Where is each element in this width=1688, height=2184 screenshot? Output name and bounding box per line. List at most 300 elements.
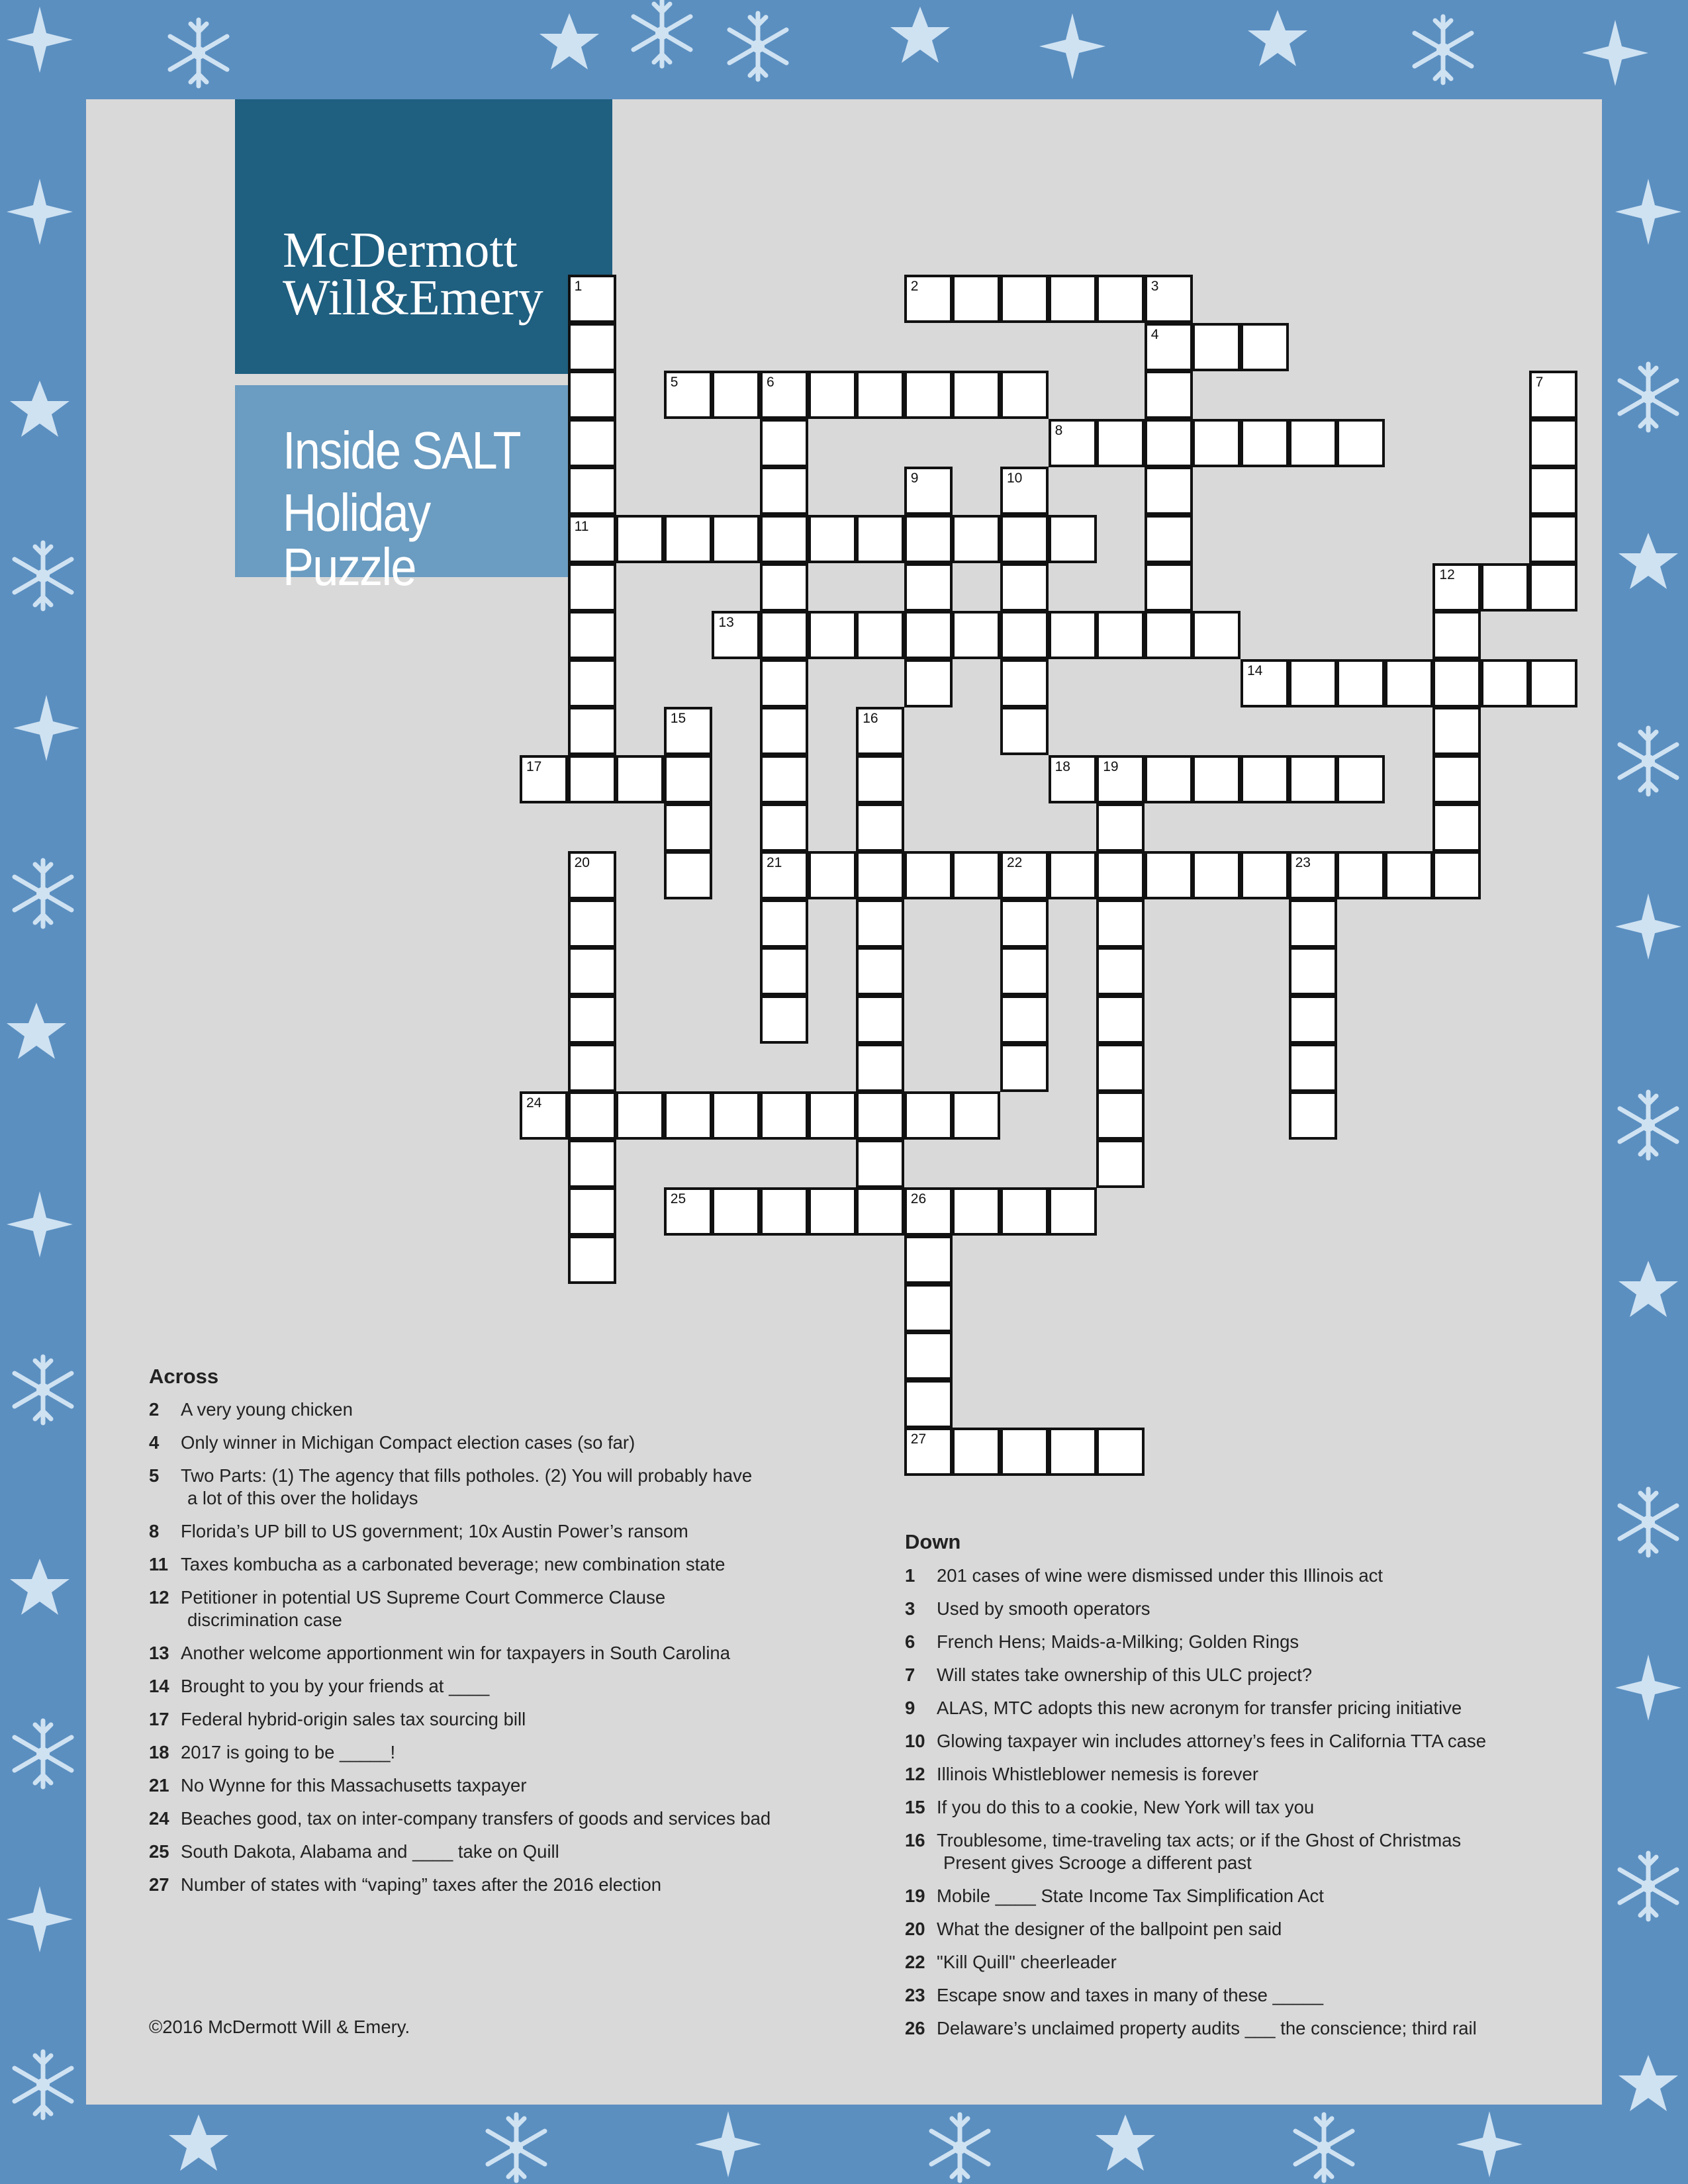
grid-cell[interactable] [1481,659,1529,707]
across-clue [149,1774,811,1797]
clue-number: 14 [149,1676,169,1696]
grid-cell[interactable] [568,1044,616,1092]
grid-cell[interactable] [568,515,616,563]
clue-text: 2017 is going to be _____! [181,1742,396,1762]
grid-cell[interactable] [1289,995,1337,1044]
clue-number: 18 [149,1742,169,1762]
clue-number: 27 [149,1874,169,1895]
clue-text: Beaches good, tax on inter-company transfers of goods and services bad [181,1808,771,1829]
grid-cell[interactable] [760,563,808,612]
grid-cell[interactable] [568,1140,616,1188]
grid-cell[interactable] [952,275,1000,323]
grid-cell[interactable] [760,899,808,948]
grid-cell[interactable] [904,515,953,563]
clue-text: French Hens; Maids-a-Milking; Golden Rings [937,1631,1299,1652]
grid-cell[interactable] [1096,1428,1145,1476]
clue-number: 26 [910,1191,927,1207]
grid-cell[interactable] [1000,1044,1049,1092]
grid-cell[interactable] [1096,995,1145,1044]
grid-cell[interactable] [904,1091,953,1140]
grid-cell[interactable] [856,707,904,755]
logo-line-2: Will&Emery [283,270,543,326]
grid-cell[interactable] [1000,467,1049,515]
clue-number: 11 [149,1554,169,1574]
grid-cell[interactable] [904,659,953,707]
grid-cell[interactable] [1049,275,1097,323]
grid-cell[interactable] [856,1187,904,1236]
grid-cell[interactable] [664,707,712,755]
grid-cell[interactable] [1096,1091,1145,1140]
grid-cell[interactable] [1049,1428,1097,1476]
clue-number: 1 [905,1565,915,1586]
grid-cell[interactable] [904,611,953,659]
grid-cell[interactable] [760,515,808,563]
clue-number: 13 [149,1643,169,1663]
grid-cell[interactable] [1145,563,1193,612]
grid-cell[interactable] [856,515,904,563]
clue-text: "Kill Quill" cheerleader [937,1952,1117,1972]
clue-text: No Wynne for this Massachusetts taxpayer [181,1775,527,1796]
clue-number: 10 [905,1731,925,1751]
grid-cell[interactable] [1432,851,1481,899]
clue-text: Glowing taxpayer win includes attorney’s fees in California TTA case [937,1731,1486,1751]
grid-cell[interactable] [1192,323,1241,371]
grid-cell[interactable] [1241,419,1289,467]
clue-number: 20 [905,1919,925,1939]
down-clue [905,1730,1567,1752]
clue-text: Only winner in Michigan Compact election cases (so far) [181,1432,635,1453]
grid-cell[interactable] [664,755,712,803]
clue-number: 19 [1103,759,1119,774]
down-clue [905,1697,1567,1719]
grid-cell[interactable] [952,1428,1000,1476]
clue-text: Florida’s UP bill to US government; 10x Austin Power’s ransom [181,1521,688,1541]
grid-cell[interactable] [568,755,616,803]
clue-number: 23 [1295,855,1311,871]
grid-cell[interactable] [664,515,712,563]
grid-cell[interactable] [1241,323,1289,371]
puzzle-panel [86,99,1602,2105]
grid-cell[interactable] [664,371,712,419]
clue-text-continued: a lot of this over the holidays [187,1488,418,1508]
grid-cell[interactable] [1192,851,1241,899]
grid-cell[interactable] [1049,611,1097,659]
grid-cell[interactable] [568,371,616,419]
grid-cell[interactable] [760,419,808,467]
clue-text-continued: discrimination case [187,1610,342,1630]
down-clue [905,1763,1567,1786]
clue-number: 5 [149,1465,160,1486]
across-clue [149,1586,811,1631]
across-clue [149,1675,811,1698]
grid-cell[interactable] [1289,755,1337,803]
across-clue [149,1841,811,1863]
clue-text: Delaware’s unclaimed property audits ___ the conscience; third rail [937,2018,1477,2038]
clue-number: 27 [910,1432,927,1447]
grid-cell[interactable] [1336,755,1385,803]
down-clue [905,1829,1567,1874]
clue-number: 4 [1150,326,1159,342]
grid-cell[interactable] [712,515,760,563]
grid-cell[interactable] [1096,611,1145,659]
grid-cell[interactable] [568,419,616,467]
grid-cell[interactable] [1000,1428,1049,1476]
clue-number: 8 [1055,422,1063,438]
grid-cell[interactable] [856,1091,904,1140]
grid-cell[interactable] [856,995,904,1044]
grid-cell[interactable] [1336,851,1385,899]
grid-cell[interactable] [952,1187,1000,1236]
grid-cell[interactable] [568,275,616,323]
grid-cell[interactable] [568,611,616,659]
clue-text: Another welcome apportionment win for taxpayers in South Carolina [181,1643,731,1663]
grid-cell[interactable] [664,1091,712,1140]
grid-cell[interactable] [808,1187,857,1236]
grid-cell[interactable] [1000,275,1049,323]
clue-number: 12 [149,1587,169,1608]
grid-cell[interactable] [1145,755,1193,803]
grid-cell[interactable] [568,1236,616,1284]
clue-text: Number of states with “vaping” taxes after the 2016 election [181,1874,662,1895]
grid-cell[interactable] [664,1187,712,1236]
clue-text: Troublesome, time-traveling tax acts; or if the Ghost of Christmas [937,1830,1462,1850]
grid-cell[interactable] [1096,947,1145,995]
grid-cell[interactable] [664,803,712,852]
clue-number: 26 [905,2018,925,2038]
grid-cell[interactable] [904,1236,953,1284]
grid-cell[interactable] [1289,947,1337,995]
grid-cell[interactable] [1000,707,1049,755]
clue-text: Federal hybrid-origin sales tax sourcing bill [181,1709,526,1729]
grid-cell[interactable] [616,1091,664,1140]
grid-cell[interactable] [856,371,904,419]
grid-cell[interactable] [904,1380,953,1428]
grid-cell[interactable] [712,611,760,659]
grid-cell[interactable] [1432,611,1481,659]
grid-cell[interactable] [520,1091,568,1140]
grid-cell[interactable] [856,947,904,995]
grid-cell[interactable] [1432,707,1481,755]
across-clue [149,1465,811,1510]
clue-number: 25 [670,1191,686,1207]
clue-text: Escape snow and taxes in many of these _____ [937,1985,1323,2005]
grid-cell[interactable] [1529,515,1577,563]
grid-cell[interactable] [1096,803,1145,852]
across-clue [149,1432,811,1454]
grid-cell[interactable] [904,1187,953,1236]
grid-cell[interactable] [1432,659,1481,707]
grid-cell[interactable] [760,371,808,419]
grid-cell[interactable] [760,467,808,515]
grid-cell[interactable] [520,755,568,803]
across-clue [149,1741,811,1764]
grid-cell[interactable] [568,1187,616,1236]
grid-cell[interactable] [808,515,857,563]
grid-cell[interactable] [712,371,760,419]
grid-cell[interactable] [712,1091,760,1140]
down-clue [905,1631,1567,1653]
grid-cell[interactable] [856,803,904,852]
clue-number: 11 [574,519,589,534]
grid-cell[interactable] [1289,1091,1337,1140]
clue-text: Two Parts: (1) The agency that fills potholes. (2) You will probably have [181,1465,753,1486]
logo-line-1: McDermott [283,222,518,278]
clue-text: South Dakota, Alabama and ____ take on Quill [181,1841,559,1862]
clue-number: 15 [905,1797,925,1817]
grid-cell[interactable] [904,371,953,419]
grid-cell[interactable] [568,947,616,995]
grid-cell[interactable] [1385,851,1433,899]
grid-cell[interactable] [568,659,616,707]
grid-cell[interactable] [1145,371,1193,419]
grid-cell[interactable] [856,899,904,948]
grid-cell[interactable] [1000,611,1049,659]
grid-cell[interactable] [904,1284,953,1332]
across-clue [149,1520,811,1543]
clue-number: 21 [149,1775,169,1796]
grid-cell[interactable] [760,755,808,803]
grid-cell[interactable] [808,851,857,899]
grid-cell[interactable] [568,323,616,371]
grid-cell[interactable] [904,851,953,899]
grid-cell[interactable] [904,1428,953,1476]
grid-cell[interactable] [760,803,808,852]
grid-cell[interactable] [952,611,1000,659]
grid-cell[interactable] [952,1091,1000,1140]
clue-number: 17 [149,1709,169,1729]
grid-cell[interactable] [1000,371,1049,419]
grid-cell[interactable] [1000,659,1049,707]
grid-cell[interactable] [1145,467,1193,515]
grid-cell[interactable] [1529,563,1577,612]
across-clue [149,1874,811,1896]
grid-cell[interactable] [1000,563,1049,612]
grid-cell[interactable] [856,851,904,899]
grid-cell[interactable] [1096,851,1145,899]
grid-cell[interactable] [1145,515,1193,563]
grid-cell[interactable] [904,467,953,515]
grid-cell[interactable] [952,515,1000,563]
clue-number: 2 [149,1399,160,1420]
grid-cell[interactable] [1241,851,1289,899]
clue-number: 9 [910,471,919,486]
grid-cell[interactable] [568,995,616,1044]
clue-number: 4 [149,1432,160,1453]
clue-number: 24 [526,1095,542,1111]
clue-text: A very young chicken [181,1399,353,1420]
clue-number: 22 [905,1952,925,1972]
grid-cell[interactable] [760,611,808,659]
clue-text: Illinois Whistleblower nemesis is forever [937,1764,1258,1784]
grid-cell[interactable] [760,1091,808,1140]
grid-cell[interactable] [1000,947,1049,995]
clue-number: 2 [910,279,919,294]
clue-number: 16 [863,711,878,727]
grid-cell[interactable] [1145,419,1193,467]
clue-text: Petitioner in potential US Supreme Court Commerce Clause [181,1587,666,1608]
clue-number: 12 [1439,567,1455,582]
clue-number: 21 [767,855,782,871]
grid-cell[interactable] [808,371,857,419]
clue-text: Used by smooth operators [937,1598,1150,1619]
grid-cell[interactable] [904,563,953,612]
clue-text: 201 cases of wine were dismissed under this Illinois act [937,1565,1383,1586]
clue-text: Will states take ownership of this ULC project? [937,1664,1313,1685]
grid-cell[interactable] [1336,659,1385,707]
grid-cell[interactable] [1145,275,1193,323]
down-clue [905,2017,1567,2040]
clue-number: 22 [1007,855,1023,871]
grid-cell[interactable] [1432,563,1481,612]
clue-number: 25 [149,1841,169,1862]
across-clue [149,1807,811,1830]
down-clue [905,1664,1567,1686]
across-clue [149,1398,811,1421]
clue-number: 17 [526,759,542,774]
grid-cell[interactable] [1096,1140,1145,1188]
clue-number: 3 [1150,279,1159,294]
down-clue [905,1918,1567,1940]
clue-number: 13 [718,615,734,631]
grid-cell[interactable] [1096,275,1145,323]
clue-number: 24 [149,1808,169,1829]
clue-number: 7 [905,1664,915,1685]
across-clue [149,1553,811,1576]
grid-cell[interactable] [1000,899,1049,948]
grid-cell[interactable] [856,1044,904,1092]
grid-cell[interactable] [856,611,904,659]
grid-cell[interactable] [952,851,1000,899]
grid-cell[interactable] [1289,419,1337,467]
grid-cell[interactable] [808,611,857,659]
clue-number: 7 [1535,375,1544,390]
across-clue [149,1708,811,1731]
clue-text: If you do this to a cookie, New York will tax you [937,1797,1315,1817]
grid-cell[interactable] [1145,851,1193,899]
down-clue [905,1951,1567,1974]
down-clue [905,1885,1567,1907]
grid-cell[interactable] [1432,803,1481,852]
grid-cell[interactable] [1529,419,1577,467]
grid-cell[interactable] [1289,851,1337,899]
grid-cell[interactable] [760,659,808,707]
grid-cell[interactable] [1481,563,1529,612]
grid-cell[interactable] [1192,755,1241,803]
clue-text-continued: Present gives Scrooge a different past [943,1852,1252,1873]
down-heading: Down [905,1530,961,1553]
grid-cell[interactable] [1145,323,1193,371]
clue-text: What the designer of the ballpoint pen said [937,1919,1282,1939]
grid-cell[interactable] [1432,755,1481,803]
clue-number: 10 [1007,471,1023,486]
title-line-1: Inside SALT [283,421,520,480]
grid-cell[interactable] [1049,515,1097,563]
grid-cell[interactable] [1289,659,1337,707]
grid-cell[interactable] [616,515,664,563]
grid-cell[interactable] [760,1187,808,1236]
grid-cell[interactable] [1192,419,1241,467]
grid-cell[interactable] [616,755,664,803]
grid-cell[interactable] [1096,1044,1145,1092]
grid-cell[interactable] [1289,899,1337,948]
grid-cell[interactable] [664,851,712,899]
grid-cell[interactable] [1145,611,1193,659]
clue-text: Brought to you by your friends at ____ [181,1676,490,1696]
grid-cell[interactable] [568,467,616,515]
grid-cell[interactable] [1049,419,1097,467]
grid-cell[interactable] [1096,899,1145,948]
down-clue [905,1565,1567,1587]
grid-cell[interactable] [1529,467,1577,515]
grid-cell[interactable] [1049,851,1097,899]
grid-cell[interactable] [568,563,616,612]
clue-text: Mobile ____ State Income Tax Simplification Act [937,1886,1324,1906]
grid-cell[interactable] [760,995,808,1044]
grid-cell[interactable] [1241,755,1289,803]
grid-cell[interactable] [760,851,808,899]
grid-cell[interactable] [1000,515,1049,563]
clue-number: 18 [1055,759,1070,774]
grid-cell[interactable] [904,1332,953,1380]
grid-cell[interactable] [568,707,616,755]
grid-cell[interactable] [1049,755,1097,803]
grid-cell[interactable] [1096,419,1145,467]
firm-logo [235,99,612,374]
clue-number: 5 [670,375,679,390]
grid-cell[interactable] [856,1140,904,1188]
clue-number: 6 [905,1631,915,1652]
grid-cell[interactable] [760,947,808,995]
grid-cell[interactable] [1529,371,1577,419]
grid-cell[interactable] [568,851,616,899]
grid-cell[interactable] [856,755,904,803]
puzzle-title-box [235,385,612,596]
copyright-notice: ©2016 McDermott Will & Emery. [149,2017,410,2037]
grid-cell[interactable] [1000,851,1049,899]
grid-cell[interactable] [1192,611,1241,659]
grid-cell[interactable] [952,371,1000,419]
clue-number: 20 [574,855,590,871]
clue-text: Taxes kombucha as a carbonated beverage; new combination state [181,1554,726,1574]
down-clue [905,1984,1567,2007]
grid-cell[interactable] [1000,1187,1049,1236]
grid-cell[interactable] [568,1091,616,1140]
grid-cell[interactable] [1096,755,1145,803]
grid-cell[interactable] [1336,419,1385,467]
grid-cell[interactable] [760,707,808,755]
clue-number: 9 [905,1698,915,1718]
grid-cell[interactable] [1385,659,1433,707]
down-clue [905,1796,1567,1819]
across-heading: Across [149,1365,219,1388]
clue-text: ALAS, MTC adopts this new acronym for transfer pricing initiative [937,1698,1462,1718]
grid-cell[interactable] [712,1187,760,1236]
clue-number: 8 [149,1521,160,1541]
grid-cell[interactable] [1049,1187,1097,1236]
clue-number: 3 [905,1598,915,1619]
grid-cell[interactable] [568,899,616,948]
grid-cell[interactable] [1241,659,1289,707]
grid-cell[interactable] [1289,1044,1337,1092]
grid-cell[interactable] [904,275,953,323]
grid-cell[interactable] [1000,995,1049,1044]
clue-number: 1 [574,279,583,294]
grid-cell[interactable] [1529,659,1577,707]
clue-number: 23 [905,1985,925,2005]
clue-number: 15 [670,711,686,727]
title-line-2: Holiday Puzzle [283,483,430,596]
grid-cell[interactable] [808,1091,857,1140]
